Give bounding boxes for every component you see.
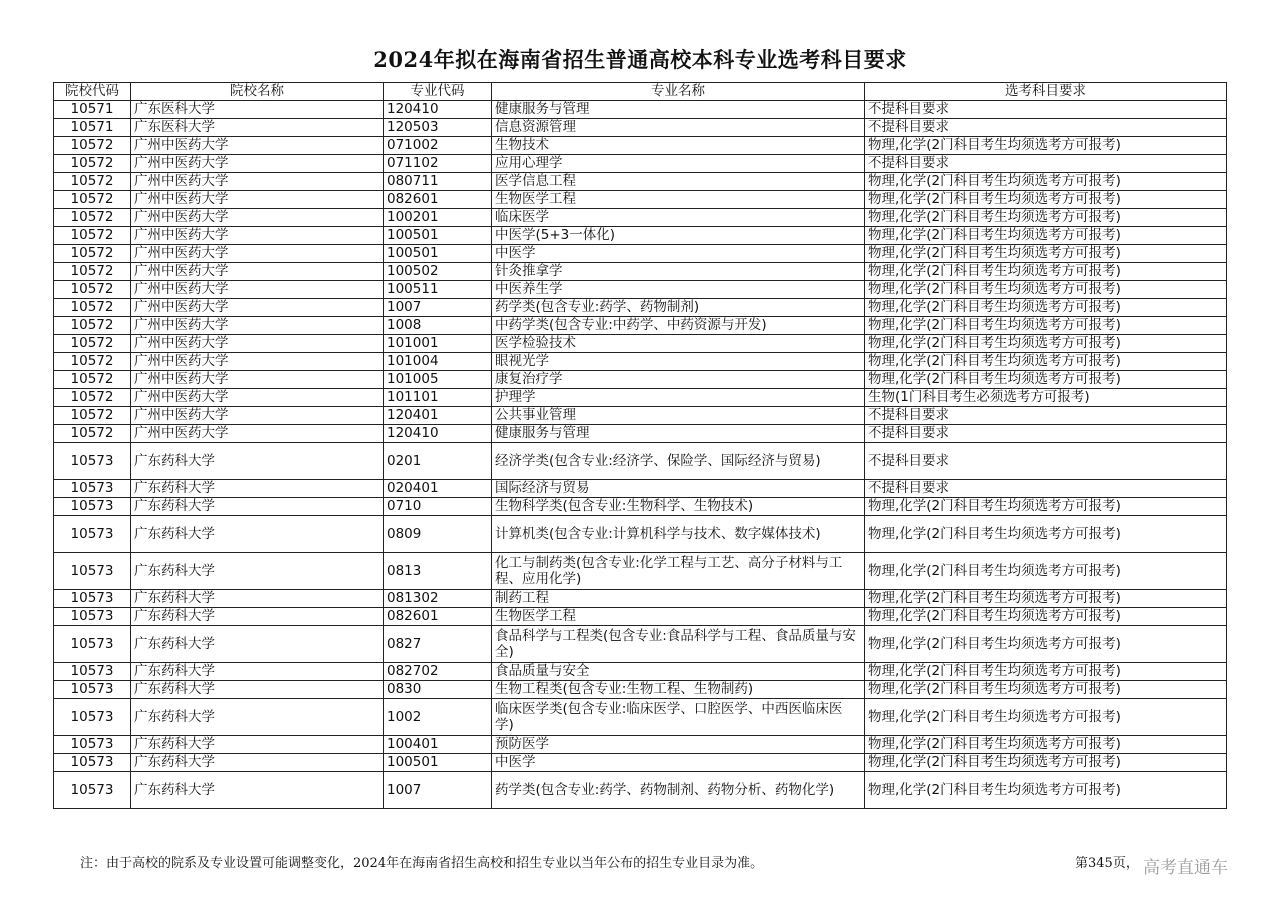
table-row [54,498,1227,516]
school-name-cell: 广州中医药大学 [131,263,384,281]
school-name-cell: 广东药科大学 [131,681,384,699]
school-code-cell: 10572 [54,137,131,155]
subject-requirement-cell: 物理,化学(2门科目考生均须选考方可报考) [865,371,1227,389]
school-code-cell: 10573 [54,663,131,681]
major-code-cell: 100501 [384,754,492,772]
school-name-cell: 广州中医药大学 [131,209,384,227]
column-header-major-name: 专业名称 [492,83,865,101]
subject-requirement-cell: 物理,化学(2门科目考生均须选考方可报考) [865,173,1227,191]
school-code-cell: 10573 [54,699,131,736]
table-row [54,553,1227,590]
school-code-cell: 10573 [54,443,131,480]
major-name-cell: 计算机类(包含专业:计算机科学与技术、数字媒体技术) [492,516,865,553]
major-name-cell: 预防医学 [492,736,865,754]
table-body [54,101,1227,809]
major-code-cell: 082601 [384,191,492,209]
school-code-cell: 10573 [54,516,131,553]
major-code-cell: 120410 [384,101,492,119]
major-code-cell: 1002 [384,699,492,736]
major-code-cell: 100501 [384,245,492,263]
major-code-cell: 100502 [384,263,492,281]
school-code-cell: 10573 [54,772,131,809]
subject-requirement-cell: 生物(1门科目考生必须选考方可报考) [865,389,1227,407]
school-name-cell: 广东医科大学 [131,101,384,119]
school-code-cell: 10572 [54,371,131,389]
major-code-cell: 0710 [384,498,492,516]
major-name-cell: 食品科学与工程类(包含专业:食品科学与工程、食品质量与安全) [492,626,865,663]
school-code-cell: 10573 [54,754,131,772]
school-name-cell: 广州中医药大学 [131,317,384,335]
school-code-cell: 10572 [54,173,131,191]
subject-requirement-cell: 不提科目要求 [865,407,1227,425]
major-name-cell: 生物技术 [492,137,865,155]
school-code-cell: 10572 [54,281,131,299]
school-name-cell: 广东药科大学 [131,608,384,626]
major-name-cell: 医学检验技术 [492,335,865,353]
major-name-cell: 信息资源管理 [492,119,865,137]
table-row [54,101,1227,119]
major-name-cell: 中医学(5+3一体化) [492,227,865,245]
major-name-cell: 药学类(包含专业:药学、药物制剂、药物分析、药物化学) [492,772,865,809]
subject-requirement-cell: 物理,化学(2门科目考生均须选考方可报考) [865,245,1227,263]
school-name-cell: 广东药科大学 [131,754,384,772]
school-name-cell: 广州中医药大学 [131,335,384,353]
school-name-cell: 广州中医药大学 [131,191,384,209]
subject-requirement-cell: 物理,化学(2门科目考生均须选考方可报考) [865,227,1227,245]
subject-requirement-cell: 不提科目要求 [865,119,1227,137]
school-code-cell: 10572 [54,425,131,443]
major-code-cell: 1008 [384,317,492,335]
page-title: 2024年拟在海南省招生普通高校本科专业选考科目要求 [373,47,907,72]
table-row [54,335,1227,353]
subject-requirement-cell: 物理,化学(2门科目考生均须选考方可报考) [865,608,1227,626]
subject-requirement-cell: 物理,化学(2门科目考生均须选考方可报考) [865,353,1227,371]
major-code-cell: 0827 [384,626,492,663]
subject-requirement-cell: 物理,化学(2门科目考生均须选考方可报考) [865,299,1227,317]
major-name-cell: 护理学 [492,389,865,407]
table-header-row [54,83,1227,101]
page-number: 第345页， [1075,856,1139,871]
subject-requirement-cell: 物理,化学(2门科目考生均须选考方可报考) [865,498,1227,516]
requirements-table [53,82,1227,809]
school-name-cell: 广东药科大学 [131,498,384,516]
major-name-cell: 医学信息工程 [492,173,865,191]
table-row [54,681,1227,699]
major-code-cell: 1007 [384,772,492,809]
major-name-cell: 食品质量与安全 [492,663,865,681]
school-code-cell: 10572 [54,353,131,371]
table-row [54,608,1227,626]
subject-requirement-cell: 物理,化学(2门科目考生均须选考方可报考) [865,335,1227,353]
major-code-cell: 1007 [384,299,492,317]
major-code-cell: 082702 [384,663,492,681]
table-row [54,119,1227,137]
column-header-major-code: 专业代码 [384,83,492,101]
school-name-cell: 广州中医药大学 [131,227,384,245]
table-row [54,407,1227,425]
school-name-cell: 广东药科大学 [131,663,384,681]
major-name-cell: 临床医学类(包含专业:临床医学、口腔医学、中西医临床医学) [492,699,865,736]
subject-requirement-cell: 物理,化学(2门科目考生均须选考方可报考) [865,137,1227,155]
major-code-cell: 0201 [384,443,492,480]
footnote: 注：由于高校的院系及专业设置可能调整变化，2024年在海南省招生高校和招生专业以当年公布的招生专业目录为准。 [80,856,764,871]
major-name-cell: 健康服务与管理 [492,425,865,443]
school-name-cell: 广州中医药大学 [131,173,384,191]
table-row [54,227,1227,245]
school-code-cell: 10572 [54,209,131,227]
school-code-cell: 10573 [54,608,131,626]
subject-requirement-cell: 物理,化学(2门科目考生均须选考方可报考) [865,663,1227,681]
major-name-cell: 公共事业管理 [492,407,865,425]
school-name-cell: 广东药科大学 [131,553,384,590]
subject-requirement-cell: 物理,化学(2门科目考生均须选考方可报考) [865,263,1227,281]
major-code-cell: 100201 [384,209,492,227]
major-name-cell: 中医学 [492,245,865,263]
school-name-cell: 广州中医药大学 [131,353,384,371]
major-name-cell: 制药工程 [492,590,865,608]
subject-requirement-cell: 物理,化学(2门科目考生均须选考方可报考) [865,590,1227,608]
major-name-cell: 应用心理学 [492,155,865,173]
subject-requirement-cell: 物理,化学(2门科目考生均须选考方可报考) [865,553,1227,590]
table-row [54,480,1227,498]
subject-requirement-cell: 不提科目要求 [865,155,1227,173]
major-code-cell: 100401 [384,736,492,754]
school-name-cell: 广州中医药大学 [131,137,384,155]
subject-requirement-cell: 物理,化学(2门科目考生均须选考方可报考) [865,736,1227,754]
major-code-cell: 120410 [384,425,492,443]
school-name-cell: 广州中医药大学 [131,371,384,389]
major-name-cell: 经济学类(包含专业:经济学、保险学、国际经济与贸易) [492,443,865,480]
school-name-cell: 广东药科大学 [131,590,384,608]
school-code-cell: 10573 [54,736,131,754]
subject-requirement-cell: 物理,化学(2门科目考生均须选考方可报考) [865,626,1227,663]
column-header-school-code: 院校代码 [54,83,131,101]
subject-requirement-cell: 物理,化学(2门科目考生均须选考方可报考) [865,281,1227,299]
school-name-cell: 广州中医药大学 [131,425,384,443]
school-code-cell: 10572 [54,245,131,263]
major-code-cell: 071102 [384,155,492,173]
school-code-cell: 10572 [54,389,131,407]
subject-requirement-cell: 物理,化学(2门科目考生均须选考方可报考) [865,317,1227,335]
major-code-cell: 101001 [384,335,492,353]
school-code-cell: 10573 [54,553,131,590]
subject-requirement-cell: 物理,化学(2门科目考生均须选考方可报考) [865,754,1227,772]
subject-requirement-cell: 物理,化学(2门科目考生均须选考方可报考) [865,209,1227,227]
major-name-cell: 生物工程类(包含专业:生物工程、生物制药) [492,681,865,699]
school-name-cell: 广州中医药大学 [131,407,384,425]
table-row [54,443,1227,480]
school-code-cell: 10572 [54,407,131,425]
major-code-cell: 101101 [384,389,492,407]
major-code-cell: 071002 [384,137,492,155]
table-row [54,626,1227,663]
table-row [54,317,1227,335]
subject-requirement-cell: 不提科目要求 [865,425,1227,443]
subject-requirement-cell: 不提科目要求 [865,443,1227,480]
table-row [54,389,1227,407]
table-row [54,736,1227,754]
table-row [54,173,1227,191]
major-name-cell: 中医学 [492,754,865,772]
table-row [54,425,1227,443]
subject-requirement-cell: 物理,化学(2门科目考生均须选考方可报考) [865,681,1227,699]
school-code-cell: 10572 [54,191,131,209]
table-row [54,516,1227,553]
major-name-cell: 国际经济与贸易 [492,480,865,498]
table-row [54,663,1227,681]
major-code-cell: 120503 [384,119,492,137]
school-code-cell: 10572 [54,299,131,317]
school-code-cell: 10573 [54,480,131,498]
school-code-cell: 10572 [54,155,131,173]
major-name-cell: 药学类(包含专业:药学、药物制剂) [492,299,865,317]
school-code-cell: 10572 [54,263,131,281]
subject-requirement-cell: 不提科目要求 [865,101,1227,119]
school-code-cell: 10571 [54,101,131,119]
major-code-cell: 081302 [384,590,492,608]
major-code-cell: 100511 [384,281,492,299]
school-name-cell: 广州中医药大学 [131,281,384,299]
school-name-cell: 广东药科大学 [131,736,384,754]
school-name-cell: 广州中医药大学 [131,155,384,173]
table-row [54,137,1227,155]
school-name-cell: 广东医科大学 [131,119,384,137]
major-name-cell: 康复治疗学 [492,371,865,389]
table-row [54,590,1227,608]
school-name-cell: 广东药科大学 [131,516,384,553]
major-name-cell: 临床医学 [492,209,865,227]
table-row [54,263,1227,281]
major-name-cell: 生物医学工程 [492,191,865,209]
school-code-cell: 10573 [54,681,131,699]
subject-requirement-cell: 物理,化学(2门科目考生均须选考方可报考) [865,191,1227,209]
subject-requirement-cell: 不提科目要求 [865,480,1227,498]
school-name-cell: 广东药科大学 [131,699,384,736]
table-row [54,353,1227,371]
school-code-cell: 10572 [54,317,131,335]
school-code-cell: 10572 [54,227,131,245]
school-code-cell: 10572 [54,335,131,353]
major-name-cell: 生物科学类(包含专业:生物科学、生物技术) [492,498,865,516]
school-name-cell: 广州中医药大学 [131,389,384,407]
major-name-cell: 中医养生学 [492,281,865,299]
table-row [54,371,1227,389]
column-header-subject-requirement: 选考科目要求 [865,83,1227,101]
major-code-cell: 0813 [384,553,492,590]
subject-requirement-cell: 物理,化学(2门科目考生均须选考方可报考) [865,516,1227,553]
column-header-school-name: 院校名称 [131,83,384,101]
watermark-logo: 高考直通车 [1143,858,1228,878]
school-name-cell: 广东药科大学 [131,772,384,809]
major-code-cell: 080711 [384,173,492,191]
major-name-cell: 眼视光学 [492,353,865,371]
major-code-cell: 101005 [384,371,492,389]
major-name-cell: 健康服务与管理 [492,101,865,119]
school-code-cell: 10573 [54,498,131,516]
school-name-cell: 广州中医药大学 [131,299,384,317]
major-name-cell: 针灸推拿学 [492,263,865,281]
table-row [54,191,1227,209]
table-row [54,281,1227,299]
school-code-cell: 10573 [54,626,131,663]
table-row [54,299,1227,317]
table-row [54,699,1227,736]
table-row [54,754,1227,772]
subject-requirement-cell: 物理,化学(2门科目考生均须选考方可报考) [865,699,1227,736]
major-name-cell: 中药学类(包含专业:中药学、中药资源与开发) [492,317,865,335]
major-code-cell: 082601 [384,608,492,626]
school-name-cell: 广东药科大学 [131,626,384,663]
table-row [54,155,1227,173]
major-code-cell: 0830 [384,681,492,699]
major-code-cell: 0809 [384,516,492,553]
major-code-cell: 101004 [384,353,492,371]
table-row [54,209,1227,227]
table-row [54,772,1227,809]
major-name-cell: 生物医学工程 [492,608,865,626]
school-name-cell: 广东药科大学 [131,480,384,498]
school-name-cell: 广州中医药大学 [131,245,384,263]
school-name-cell: 广东药科大学 [131,443,384,480]
school-code-cell: 10571 [54,119,131,137]
major-code-cell: 120401 [384,407,492,425]
school-code-cell: 10573 [54,590,131,608]
major-name-cell: 化工与制药类(包含专业:化学工程与工艺、高分子材料与工程、应用化学) [492,553,865,590]
table-row [54,245,1227,263]
major-code-cell: 020401 [384,480,492,498]
subject-requirement-cell: 物理,化学(2门科目考生均须选考方可报考) [865,772,1227,809]
major-code-cell: 100501 [384,227,492,245]
